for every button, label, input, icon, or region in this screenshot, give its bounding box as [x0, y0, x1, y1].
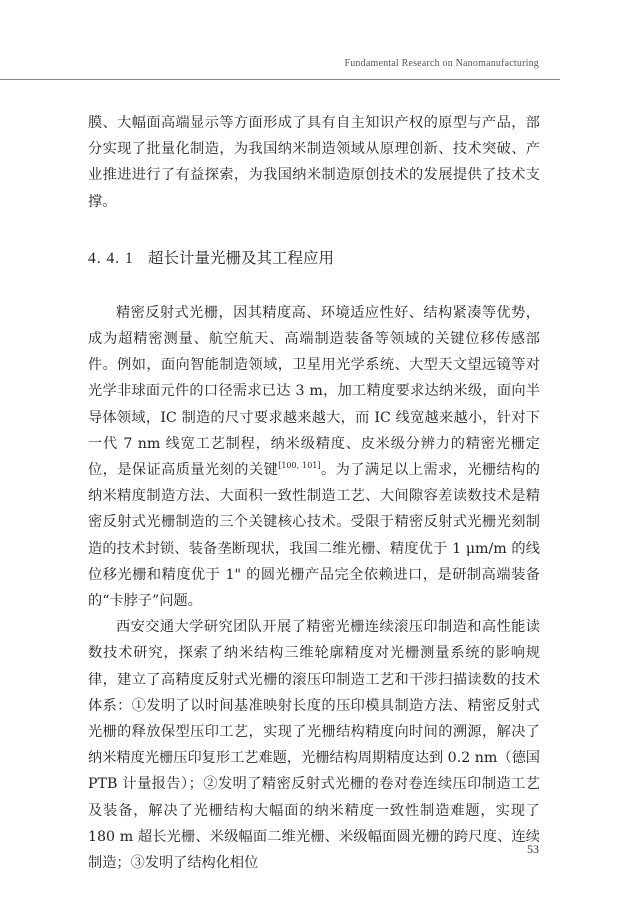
- citation-reference: [100, 101]: [278, 461, 321, 471]
- paragraph-top: 膜、大幅面高端显示等方面形成了具有自主知识产权的原型与产品，部分实现了批量化制造，为我国纳米制造领域从原理创新、技术突破、产业推进进行了有益探索，为我国纳米制造原创技术的发展提供了技术支撑。: [88, 115, 540, 210]
- header-rule: [0, 79, 560, 80]
- page-body: [88, 110, 540, 876]
- paragraph-1: [88, 300, 540, 614]
- paragraph-1-text-a: 精密反射式光栅，因其精度高、环境适应性好、结构紧凑等优势，成为超精密测量、航空航天、高端制造装备等领域的关键位移传感部件。例如，面向智能制造领域，卫星用光学系统、大型天文望远镜等对光学非球面元件的口径需求已达 3 m，加工精度要求达纳米级，面向半导体领域，IC 制造的尺寸要求越来越大，而 IC 线宽越来越小，针对下一代 7 nm 线宽工艺制程，纳米级精度、皮米级分辨力的精密光栅定位，是保证高质量光刻的关键: [88, 304, 540, 479]
- section-title: 超长计量光栅及其工程应用: [148, 248, 335, 267]
- paragraph-2: 西安交通大学研究团队开展了精密光栅连续滚压印制造和高性能读数技术研究，探索了纳米结构三维轮廓精度对光栅测量系统的影响规律，建立了高精度反射式光栅的滚压印制造工艺和干涉扫描读数的技术体系：①发明了以时间基准映射长度的压印模具制造方法、精密反射式光栅的释放保型压印工艺，实现了光栅结构精度向时间的溯源，解决了纳米精度光栅压印复形工艺难题，光栅结构周期精度达到 0.2 nm（德国 PTB 计量报告）；②发明了精密反射式光栅的卷对卷连续压印制造工艺及装备，解决了光栅结构大幅面的纳米精度一致性制造难题，实现了 180 m 超长光栅、米级幅面二维光栅、米级幅面圆光栅的跨尺度、连续制造；③发明了结构化相位: [88, 619, 540, 872]
- section-heading: [88, 247, 540, 270]
- paragraph-1-text-b: 。为了满足以上需求，光栅结构的纳米精度制造方法、大面积一致性制造工艺、大间隙容差读数技术是精密反射式光栅制造的三个关键核心技术。受限于精密反射式光栅光刻制造的技术封锁、装备垄断现状，我国二维光栅、精度优于 1 μm/m 的线位移光栅和精度优于 1" 的圆光栅产品完全依赖进口，是研制高端装备的“卡脖子”问题。: [88, 462, 540, 610]
- section-number: 4. 4. 1: [88, 249, 134, 267]
- running-header: Fundamental Research on Nanomanufacturing: [344, 58, 539, 69]
- page-number: 53: [527, 842, 539, 856]
